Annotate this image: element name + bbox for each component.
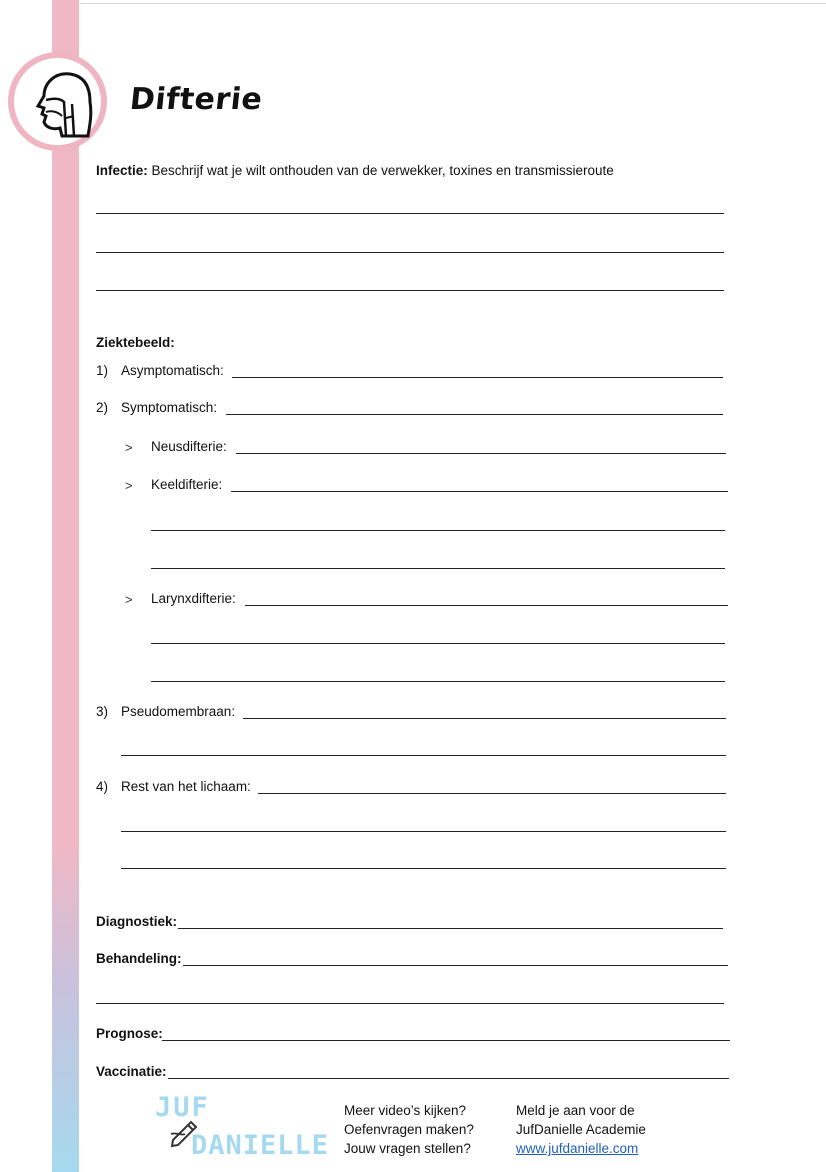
rest-lichaam-answer-line-3[interactable] [121, 868, 726, 869]
pseudomembraan-answer-line-2[interactable] [121, 755, 726, 756]
jufdanielle-logo [155, 1092, 330, 1166]
chevron-right-icon: > [125, 478, 133, 493]
infectie-line [96, 163, 614, 179]
website-link[interactable]: www.jufdanielle.com [516, 1141, 639, 1156]
rest-lichaam-answer-line-1[interactable] [258, 793, 726, 794]
side-stripe [52, 0, 79, 1172]
rest-lichaam-label: Rest van het lichaam: [121, 779, 251, 794]
asymptomatisch-label: Asymptomatisch: [121, 363, 224, 378]
logo-text-top: JUF [155, 1092, 210, 1123]
behandeling-label: Behandeling: [96, 951, 182, 966]
footer-col-2 [516, 1101, 646, 1158]
neusdifterie-answer-line[interactable] [236, 453, 726, 454]
prognose-label: Prognose: [96, 1026, 163, 1041]
footer-line: JufDanielle Academie [516, 1122, 646, 1137]
chevron-right-icon: > [125, 440, 133, 455]
header-badge [8, 52, 107, 151]
larynxdifterie-answer-line-1[interactable] [245, 605, 728, 606]
chevron-right-icon: > [125, 592, 133, 607]
footer-line: Meer video’s kijken? [344, 1103, 467, 1118]
infectie-label: Infectie: [96, 163, 148, 178]
asymptomatisch-answer-line[interactable] [232, 377, 723, 378]
diagnostiek-label: Diagnostiek: [96, 914, 178, 929]
ziektebeeld-heading: Ziektebeeld: [96, 335, 175, 350]
behandeling-answer-line-1[interactable] [183, 965, 728, 966]
infectie-answer-line-3[interactable] [96, 290, 724, 291]
item-number: 3) [96, 704, 109, 719]
logo-text-bottom: DANIELLE [191, 1130, 330, 1161]
keeldifterie-answer-line-1[interactable] [231, 491, 728, 492]
symptomatisch-label: Symptomatisch: [121, 400, 218, 415]
diagnostiek-answer-line[interactable] [178, 928, 723, 929]
vaccinatie-label: Vaccinatie: [96, 1064, 167, 1079]
behandeling-answer-line-2[interactable] [96, 1003, 724, 1004]
item-number: 4) [96, 779, 109, 794]
infectie-answer-line-1[interactable] [96, 213, 724, 214]
pseudomembraan-label: Pseudomembraan: [121, 704, 236, 719]
footer-col-1 [344, 1101, 474, 1158]
symptomatisch-answer-line[interactable] [226, 414, 723, 415]
vaccinatie-answer-line[interactable] [168, 1078, 729, 1079]
pseudomembraan-answer-line-1[interactable] [243, 718, 726, 719]
footer-line: Meld je aan voor de [516, 1103, 635, 1118]
larynxdifterie-label: Larynxdifterie: [151, 591, 236, 606]
top-rule [80, 3, 826, 4]
keeldifterie-answer-line-2[interactable] [151, 530, 725, 531]
item-number: 2) [96, 400, 109, 415]
item-number: 1) [96, 363, 109, 378]
page-title: Difterie [128, 82, 265, 117]
larynxdifterie-answer-line-3[interactable] [151, 681, 725, 682]
footer-line: Oefenvragen maken? [344, 1122, 474, 1137]
prognose-answer-line[interactable] [162, 1040, 730, 1041]
infectie-answer-line-2[interactable] [96, 252, 724, 253]
rest-lichaam-answer-line-2[interactable] [121, 831, 726, 832]
head-throat-icon [30, 68, 94, 138]
neusdifterie-label: Neusdifterie: [151, 439, 227, 454]
larynxdifterie-answer-line-2[interactable] [151, 643, 725, 644]
infectie-instruction: Beschrijf wat je wilt onthouden van de verwekker, toxines en transmissieroute [151, 163, 614, 178]
keeldifterie-label: Keeldifterie: [151, 477, 223, 492]
keeldifterie-answer-line-3[interactable] [151, 568, 725, 569]
footer-line: Jouw vragen stellen? [344, 1141, 471, 1156]
